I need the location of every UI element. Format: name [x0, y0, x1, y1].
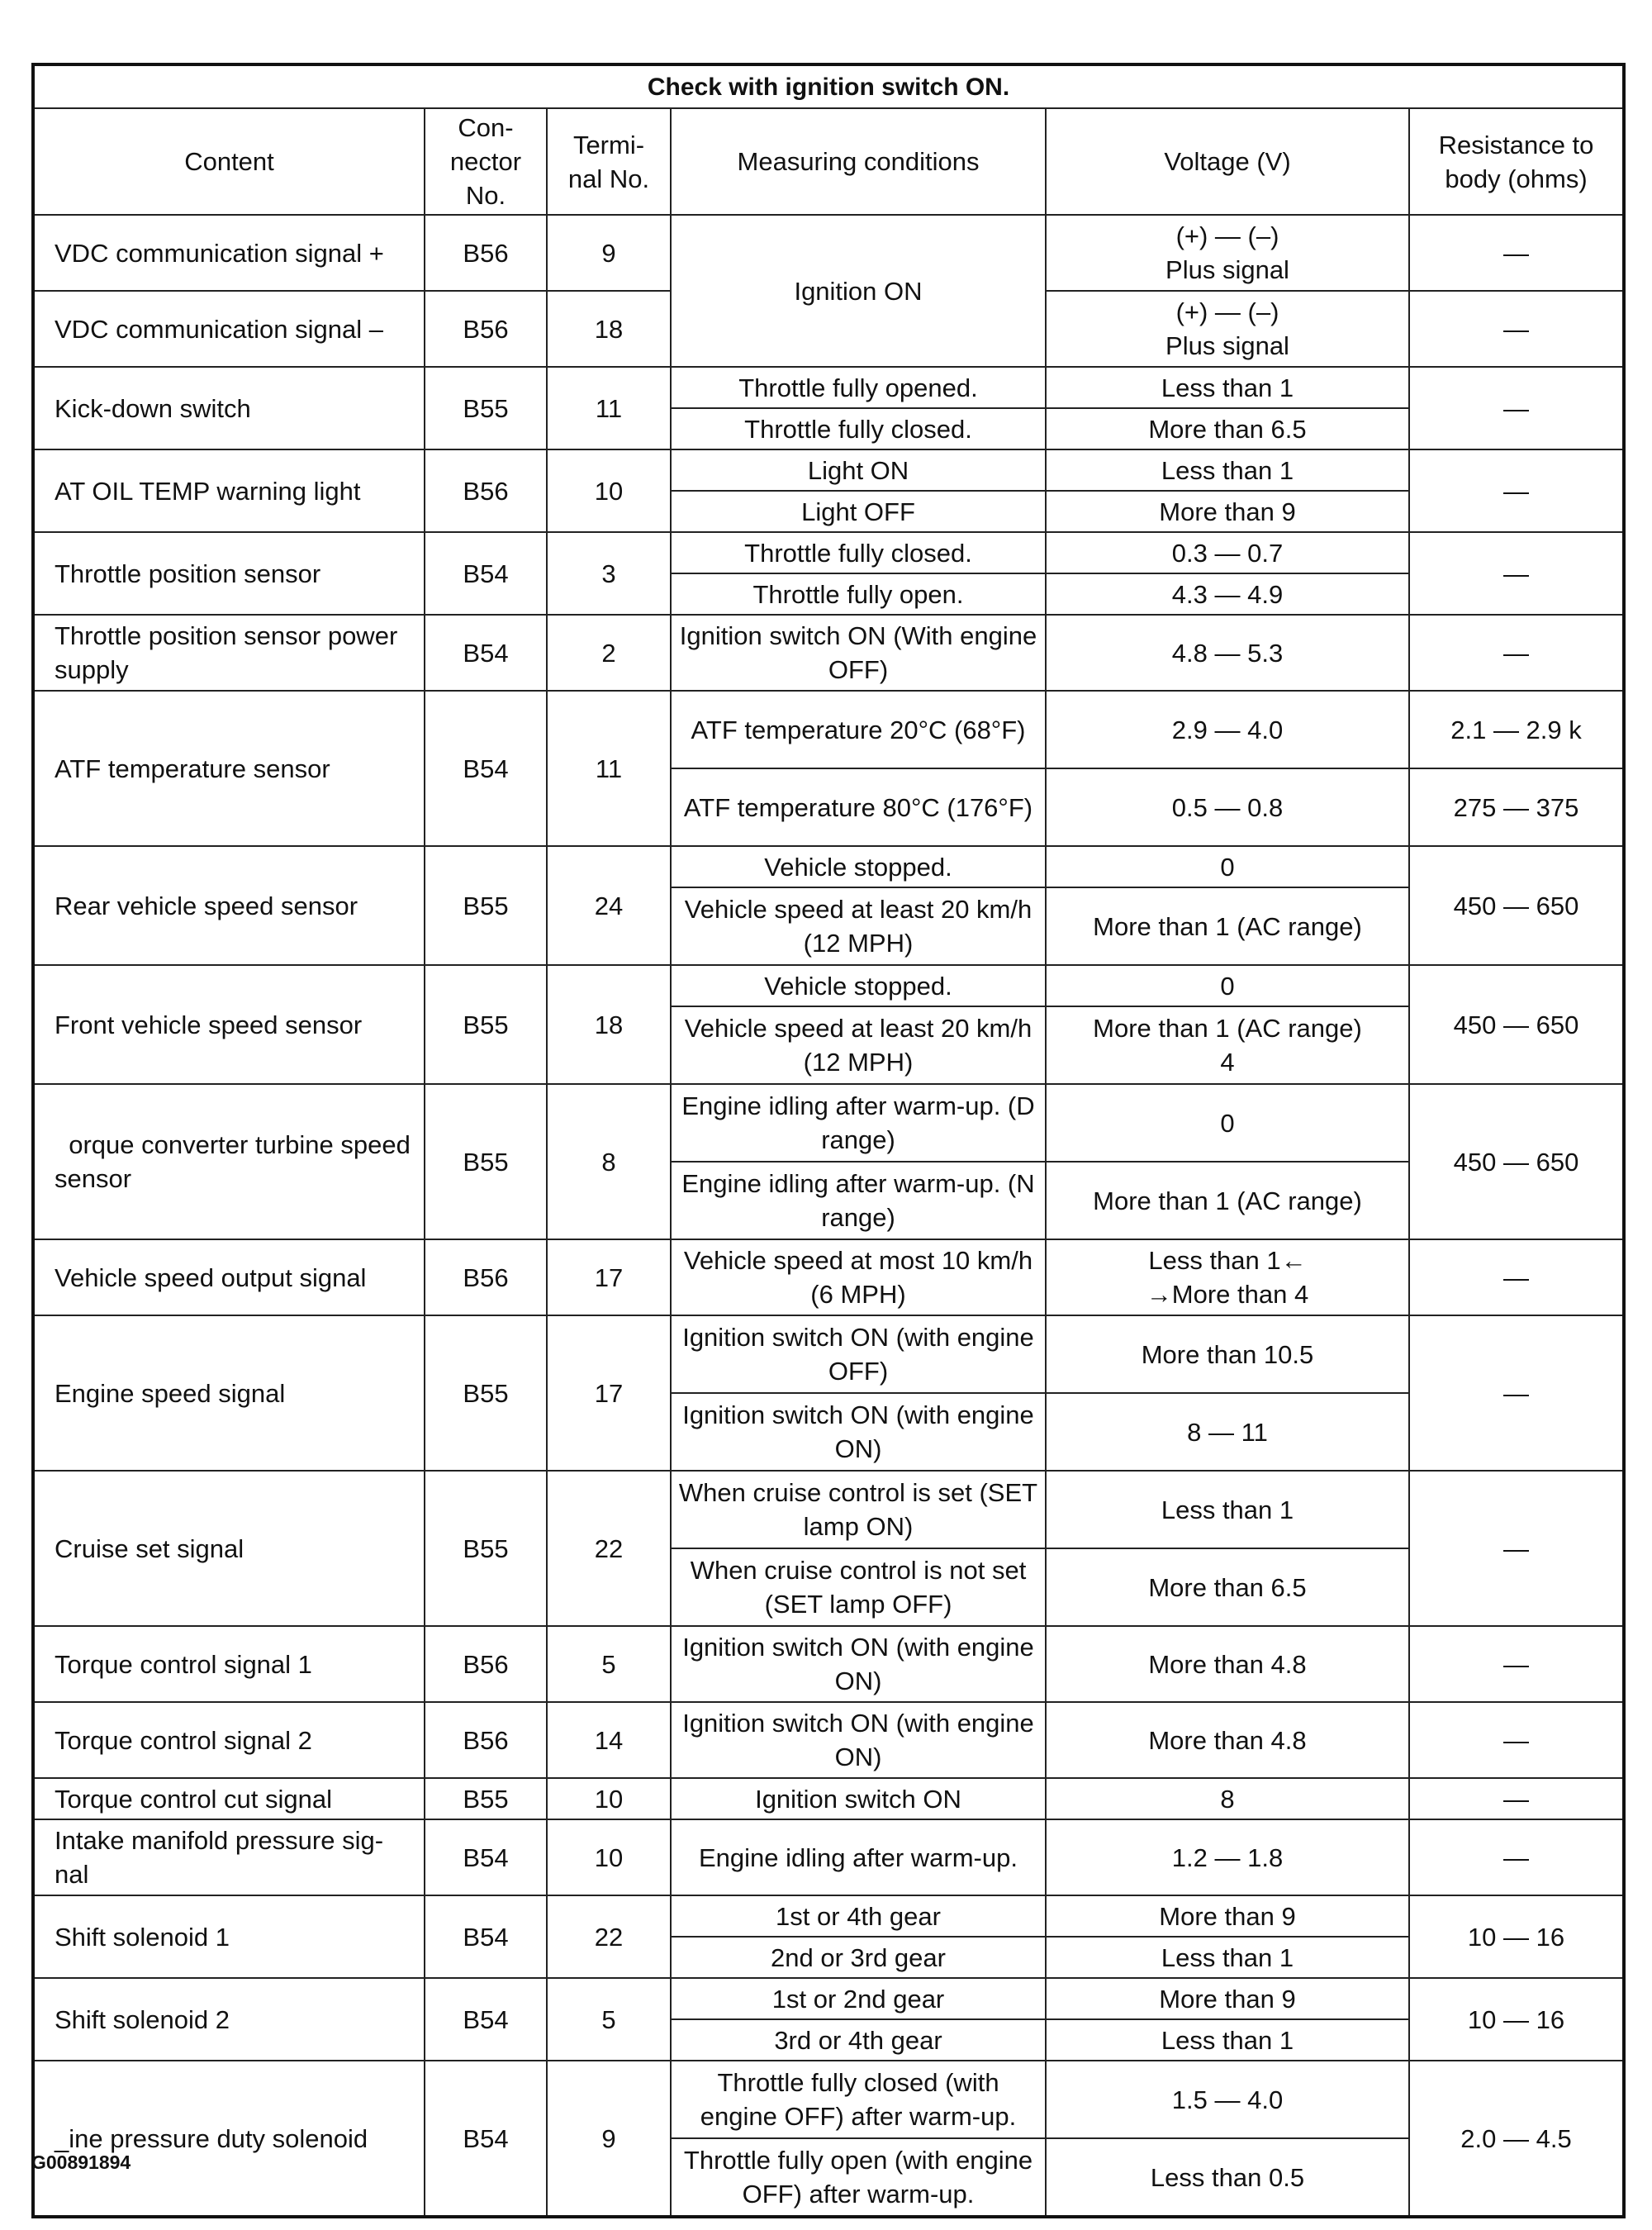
header-conditions: Measuring conditions: [671, 108, 1046, 215]
row-connector: B54: [425, 615, 547, 691]
row-connector: B56: [425, 449, 547, 532]
row-condition: 2nd or 3rd gear: [671, 1937, 1046, 1978]
row-condition: When cruise control is set (SET lamp ON): [671, 1471, 1046, 1548]
row-terminal: 11: [547, 367, 671, 449]
row-connector: B54: [425, 532, 547, 615]
row-content: orque converter turbine speed sensor: [33, 1084, 425, 1239]
header-content: Content: [33, 108, 425, 215]
row-condition: Ignition switch ON (with engine ON): [671, 1626, 1046, 1702]
row-resistance: —: [1409, 1315, 1624, 1471]
row-condition: Vehicle speed at most 10 km/h (6 MPH): [671, 1239, 1046, 1315]
row-voltage: Less than 1: [1046, 449, 1409, 491]
row-terminal: 17: [547, 1239, 671, 1315]
row-voltage: More than 4.8: [1046, 1702, 1409, 1778]
table-row: [33, 1626, 1624, 1702]
row-voltage: 0.3 — 0.7: [1046, 532, 1409, 573]
table-row: [33, 215, 1624, 291]
row-terminal: 10: [547, 1819, 671, 1895]
row-condition: Ignition switch ON: [671, 1778, 1046, 1819]
row-content: Front vehicle speed sensor: [33, 965, 425, 1084]
row-condition: Ignition switch ON (with engine ON): [671, 1702, 1046, 1778]
spec-table-container: [31, 63, 1622, 2218]
row-resistance: 450 — 650: [1409, 846, 1624, 965]
row-voltage: More than 9: [1046, 1978, 1409, 2019]
row-terminal: 10: [547, 1778, 671, 1819]
table-row: [33, 1084, 1624, 1162]
row-connector: B54: [425, 691, 547, 846]
row-terminal: 24: [547, 846, 671, 965]
row-terminal: 11: [547, 691, 671, 846]
row-connector: B56: [425, 1702, 547, 1778]
row-resistance: —: [1409, 367, 1624, 449]
row-voltage: Less than 1← →More than 4: [1046, 1239, 1409, 1315]
row-condition: Throttle fully closed.: [671, 408, 1046, 449]
ignition-check-table: [31, 63, 1626, 2218]
row-content: Intake manifold pressure sig- nal: [33, 1819, 425, 1895]
row-connector: B54: [425, 1978, 547, 2061]
table-row: [33, 1315, 1624, 1393]
table-row: [33, 615, 1624, 691]
row-terminal: 3: [547, 532, 671, 615]
row-resistance: 10 — 16: [1409, 1895, 1624, 1978]
row-condition: Light ON: [671, 449, 1046, 491]
row-connector: B55: [425, 846, 547, 965]
row-resistance: —: [1409, 532, 1624, 615]
row-condition: Throttle fully closed.: [671, 532, 1046, 573]
row-voltage: 0.5 — 0.8: [1046, 768, 1409, 846]
row-content: Engine speed signal: [33, 1315, 425, 1471]
row-condition: 1st or 2nd gear: [671, 1978, 1046, 2019]
row-condition: Engine idling after warm-up.: [671, 1819, 1046, 1895]
row-content: ATF temperature sensor: [33, 691, 425, 846]
table-row: [33, 449, 1624, 491]
row-condition: Ignition switch ON (with engine ON): [671, 1393, 1046, 1471]
table-row: [33, 1778, 1624, 1819]
row-resistance: —: [1409, 291, 1624, 367]
row-connector: B55: [425, 1084, 547, 1239]
row-voltage: More than 10.5: [1046, 1315, 1409, 1393]
row-resistance: —: [1409, 1626, 1624, 1702]
row-voltage: Less than 0.5: [1046, 2138, 1409, 2217]
row-voltage: More than 6.5: [1046, 408, 1409, 449]
row-condition: ATF temperature 80°C (176°F): [671, 768, 1046, 846]
row-resistance: —: [1409, 215, 1624, 291]
row-resistance: 10 — 16: [1409, 1978, 1624, 2061]
row-content: VDC communication signal –: [33, 291, 425, 367]
row-condition: Engine idling after warm-up. (N range): [671, 1162, 1046, 1239]
row-voltage: 8 — 11: [1046, 1393, 1409, 1471]
row-condition: ATF temperature 20°C (68°F): [671, 691, 1046, 768]
row-terminal: 22: [547, 1895, 671, 1978]
row-condition: Throttle fully opened.: [671, 367, 1046, 408]
row-condition: Engine idling after warm-up. (D range): [671, 1084, 1046, 1162]
row-connector: B55: [425, 1471, 547, 1626]
table-row: [33, 1819, 1624, 1895]
row-terminal: 9: [547, 215, 671, 291]
row-resistance: —: [1409, 1239, 1624, 1315]
row-content: Shift solenoid 2: [33, 1978, 425, 2061]
row-content: Kick-down switch: [33, 367, 425, 449]
header-resistance: Resistance to body (ohms): [1409, 108, 1624, 215]
table-row: [33, 846, 1624, 887]
row-terminal: 17: [547, 1315, 671, 1471]
row-condition: Throttle fully open (with engine OFF) after warm-up.: [671, 2138, 1046, 2217]
row-resistance: —: [1409, 1778, 1624, 1819]
row-resistance: —: [1409, 615, 1624, 691]
row-voltage: Less than 1: [1046, 1471, 1409, 1548]
row-content: Throttle position sensor power supply: [33, 615, 425, 691]
row-condition: Vehicle speed at least 20 km/h (12 MPH): [671, 1006, 1046, 1084]
row-terminal: 18: [547, 291, 671, 367]
row-voltage: 1.2 — 1.8: [1046, 1819, 1409, 1895]
row-condition: Ignition switch ON (with engine OFF): [671, 1315, 1046, 1393]
row-connector: B56: [425, 215, 547, 291]
row-voltage: 1.5 — 4.0: [1046, 2061, 1409, 2138]
table-row: [33, 1239, 1624, 1315]
row-condition: Vehicle stopped.: [671, 965, 1046, 1006]
row-condition: Vehicle speed at least 20 km/h (12 MPH): [671, 887, 1046, 965]
row-content: _ine pressure duty solenoid: [33, 2061, 425, 2217]
row-terminal: 8: [547, 1084, 671, 1239]
row-terminal: 18: [547, 965, 671, 1084]
row-voltage: (+) — (–) Plus signal: [1046, 291, 1409, 367]
row-voltage: Less than 1: [1046, 1937, 1409, 1978]
row-content: Throttle position sensor: [33, 532, 425, 615]
table-row: [33, 1978, 1624, 2019]
header-connector: Con- nector No.: [425, 108, 547, 215]
row-terminal: 22: [547, 1471, 671, 1626]
row-connector: B55: [425, 1778, 547, 1819]
row-voltage: 8: [1046, 1778, 1409, 1819]
row-voltage: More than 6.5: [1046, 1548, 1409, 1626]
row-voltage: (+) — (–) Plus signal: [1046, 215, 1409, 291]
row-connector: B55: [425, 367, 547, 449]
row-terminal: 2: [547, 615, 671, 691]
table-row: [33, 965, 1624, 1006]
row-voltage: Less than 1: [1046, 367, 1409, 408]
row-condition: Vehicle stopped.: [671, 846, 1046, 887]
row-terminal: 14: [547, 1702, 671, 1778]
row-voltage: 4.8 — 5.3: [1046, 615, 1409, 691]
table-row: [33, 1895, 1624, 1937]
row-content: Cruise set signal: [33, 1471, 425, 1626]
row-resistance: 2.0 — 4.5: [1409, 2061, 1624, 2217]
row-connector: B56: [425, 1239, 547, 1315]
row-content: Shift solenoid 1: [33, 1895, 425, 1978]
row-connector: B54: [425, 1819, 547, 1895]
row-content: Torque control signal 1: [33, 1626, 425, 1702]
row-voltage: 2.9 — 4.0: [1046, 691, 1409, 768]
figure-id: G00891894: [31, 2152, 131, 2173]
row-condition: Throttle fully open.: [671, 573, 1046, 615]
row-voltage: 0: [1046, 965, 1409, 1006]
table-row: [33, 691, 1624, 768]
row-voltage: 4.3 — 4.9: [1046, 573, 1409, 615]
row-content: Torque control cut signal: [33, 1778, 425, 1819]
row-resistance: —: [1409, 1471, 1624, 1626]
row-voltage: Less than 1: [1046, 2019, 1409, 2061]
row-content: VDC communication signal +: [33, 215, 425, 291]
row-terminal: 5: [547, 1626, 671, 1702]
row-resistance: —: [1409, 449, 1624, 532]
row-voltage: More than 1 (AC range): [1046, 887, 1409, 965]
table-row: [33, 2061, 1624, 2138]
row-condition: Ignition switch ON (With engine OFF): [671, 615, 1046, 691]
table-row: [33, 532, 1624, 573]
table-row: [33, 1702, 1624, 1778]
row-connector: B54: [425, 2061, 547, 2217]
row-terminal: 9: [547, 2061, 671, 2217]
row-content: Rear vehicle speed sensor: [33, 846, 425, 965]
table-row: [33, 367, 1624, 408]
row-content: Torque control signal 2: [33, 1702, 425, 1778]
row-voltage: More than 1 (AC range) 4: [1046, 1006, 1409, 1084]
row-connector: B55: [425, 965, 547, 1084]
row-voltage: 0: [1046, 846, 1409, 887]
row-condition: 3rd or 4th gear: [671, 2019, 1046, 2061]
row-resistance: 450 — 650: [1409, 965, 1624, 1084]
row-connector: B54: [425, 1895, 547, 1978]
row-resistance: —: [1409, 1819, 1624, 1895]
row-resistance: —: [1409, 1702, 1624, 1778]
header-terminal: Termi- nal No.: [547, 108, 671, 215]
row-resistance: 2.1 — 2.9 k: [1409, 691, 1624, 768]
row-condition: 1st or 4th gear: [671, 1895, 1046, 1937]
header-voltage: Voltage (V): [1046, 108, 1409, 215]
row-resistance: 450 — 650: [1409, 1084, 1624, 1239]
row-condition: Light OFF: [671, 491, 1046, 532]
row-voltage: More than 9: [1046, 491, 1409, 532]
table-title-row: [33, 64, 1624, 108]
row-connector: B56: [425, 1626, 547, 1702]
row-voltage: More than 1 (AC range): [1046, 1162, 1409, 1239]
row-voltage: 0: [1046, 1084, 1409, 1162]
row-condition: Ignition ON: [671, 215, 1046, 367]
row-content: AT OIL TEMP warning light: [33, 449, 425, 532]
row-voltage: More than 9: [1046, 1895, 1409, 1937]
row-resistance: 275 — 375: [1409, 768, 1624, 846]
header-row: [33, 108, 1624, 215]
row-content: Vehicle speed output signal: [33, 1239, 425, 1315]
table-title: Check with ignition switch ON.: [33, 64, 1624, 108]
row-connector: B56: [425, 291, 547, 367]
row-terminal: 10: [547, 449, 671, 532]
row-voltage: More than 4.8: [1046, 1626, 1409, 1702]
row-terminal: 5: [547, 1978, 671, 2061]
table-row: [33, 1471, 1624, 1548]
row-condition: Throttle fully closed (with engine OFF) after warm-up.: [671, 2061, 1046, 2138]
row-condition: When cruise control is not set (SET lamp OFF): [671, 1548, 1046, 1626]
row-connector: B55: [425, 1315, 547, 1471]
